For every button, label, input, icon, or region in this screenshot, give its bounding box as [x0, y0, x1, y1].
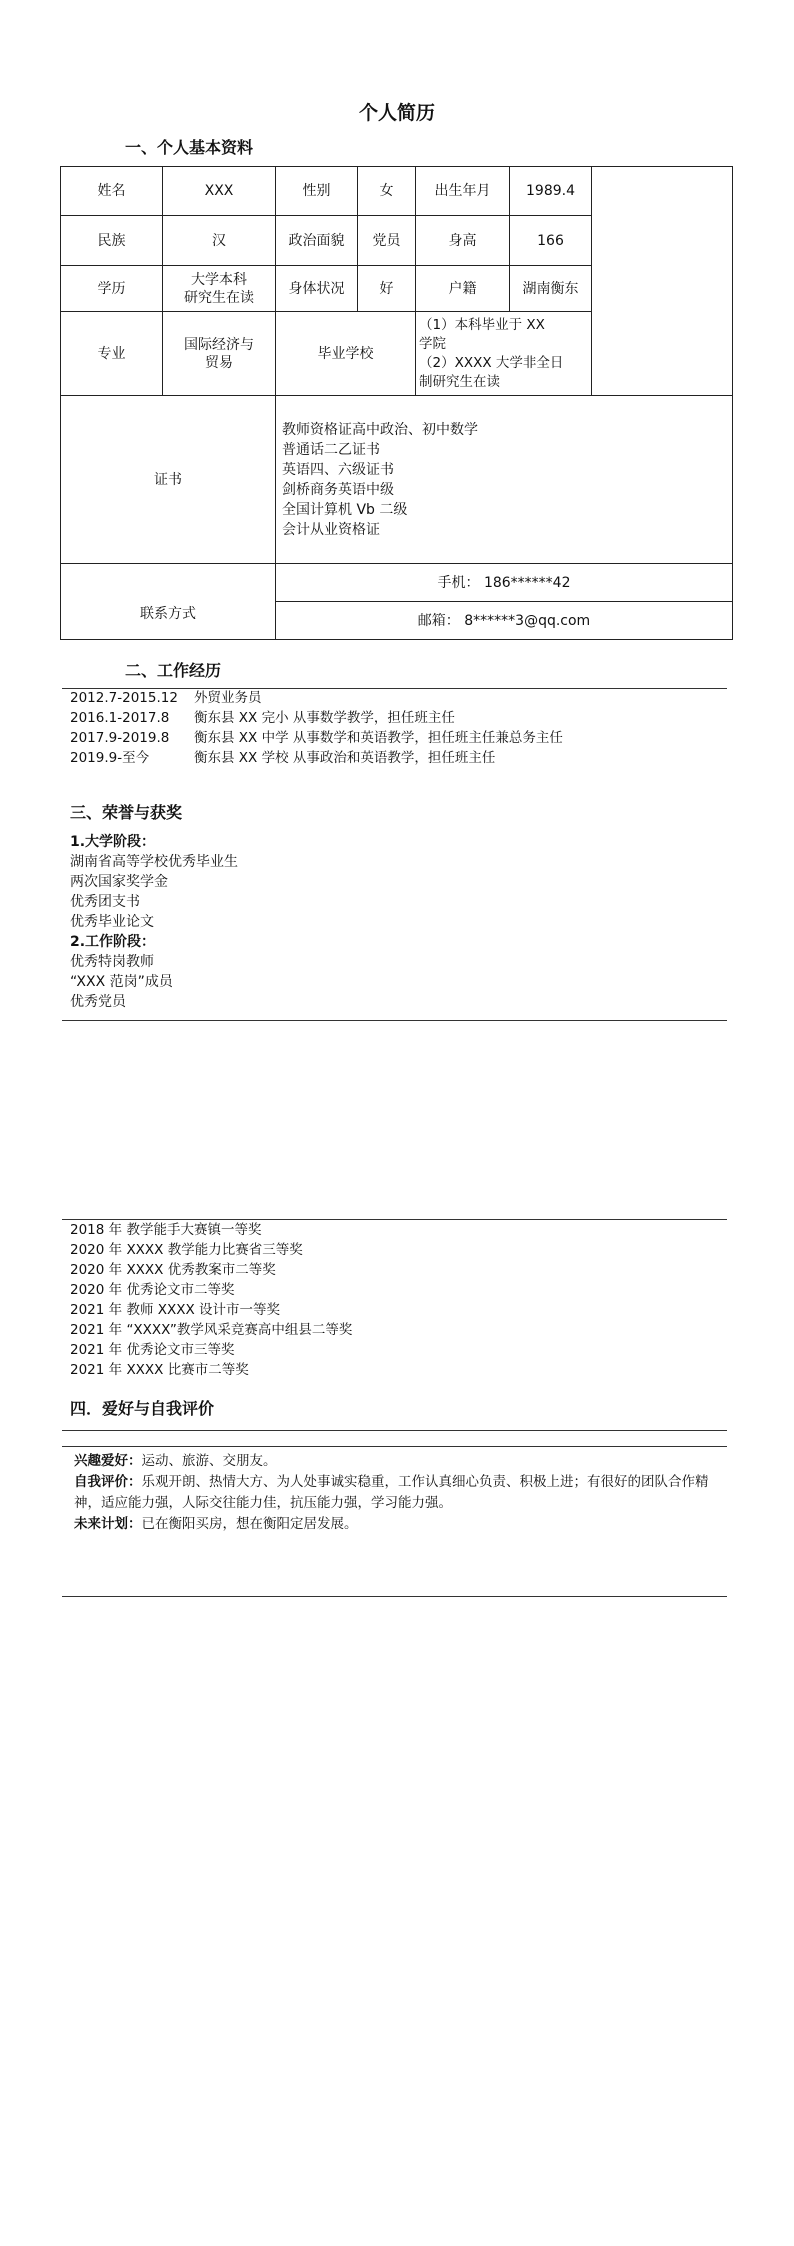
contact-label: 联系方式 [61, 564, 276, 640]
work-item [70, 728, 563, 748]
cert-item: 教师资格证高中政治、初中数学 [282, 421, 478, 438]
honor-item: 优秀团支书 [70, 894, 140, 910]
ethnic-value: 汉 [163, 216, 276, 266]
political-label: 政治面貌 [276, 216, 358, 266]
phone-value: 186******42 [483, 574, 571, 591]
interest-line [74, 1451, 722, 1472]
school-line: （1）本科毕业于 XX [419, 316, 545, 333]
work-item [70, 748, 563, 768]
basic-info-table [60, 166, 733, 640]
hukou-value: 湖南衡东 [510, 266, 592, 312]
work-date: 2017.9-2019.8 [70, 730, 170, 746]
work-list [70, 688, 563, 768]
school-line: 制研究生在读 [419, 373, 500, 390]
stage-heading: 2.工作阶段： [70, 934, 156, 950]
email-row [276, 602, 733, 640]
section-work-heading: 二、工作经历 [125, 661, 222, 680]
school-value [416, 312, 592, 396]
edu-line-1: 大学本科 [191, 271, 247, 288]
honor-item: 两次国家奖学金 [70, 874, 168, 890]
award-item: 2020 年 XXXX 优秀教案市二等奖 [70, 1262, 276, 1278]
edu-value [163, 266, 276, 312]
section-honors-heading: 三、荣誉与获奖 [70, 803, 183, 822]
honors-list [70, 832, 238, 1012]
gender-label: 性别 [276, 167, 358, 216]
phone-label: 手机： [437, 574, 480, 591]
plan-label: 未来计划： [74, 1516, 142, 1532]
height-value: 166 [510, 216, 592, 266]
birth-value: 1989.4 [510, 167, 592, 216]
cert-list [276, 396, 733, 564]
email-value: 8******3@qq.com [464, 612, 591, 629]
award-item: 2021 年 优秀论文市三等奖 [70, 1342, 235, 1358]
cert-item: 剑桥商务英语中级 [282, 481, 394, 498]
ethnic-label: 民族 [61, 216, 163, 266]
stage-heading: 1.大学阶段： [70, 834, 156, 850]
section-basic-heading: 一、个人基本资料 [125, 138, 254, 157]
school-label: 毕业学校 [276, 312, 416, 396]
work-desc: 衡东县 XX 中学 从事数学和英语教学，担任班主任兼总务主任 [194, 730, 563, 746]
section-hobby-heading: 四．爱好与自我评价 [70, 1399, 215, 1418]
health-value: 好 [358, 266, 416, 312]
major-line-1: 国际经济与 [184, 336, 254, 353]
work-date: 2019.9-至今 [70, 750, 150, 766]
honor-item: 湖南省高等学校优秀毕业生 [70, 854, 238, 870]
cert-item: 会计从业资格证 [282, 521, 380, 538]
hobby-content [74, 1451, 722, 1535]
plan-text: 已在衡阳买房，想在衡阳定居发展。 [141, 1516, 358, 1532]
work-desc: 衡东县 XX 完小 从事数学教学，担任班主任 [194, 710, 455, 726]
hobby-divider [62, 1430, 727, 1431]
honors-divider [62, 1020, 727, 1021]
phone-row [276, 564, 733, 602]
edu-line-2: 研究生在读 [184, 289, 254, 306]
bottom-divider [62, 1596, 727, 1597]
interest-label: 兴趣爱好： [74, 1453, 142, 1469]
hobby-divider-2 [62, 1446, 727, 1447]
awards-list [70, 1220, 352, 1380]
plan-line [74, 1514, 722, 1535]
self-eval-label: 自我评价： [74, 1474, 142, 1490]
email-label: 邮箱： [417, 612, 460, 629]
work-desc: 外贸业务员 [194, 690, 262, 706]
award-item: 2020 年 优秀论文市二等奖 [70, 1282, 235, 1298]
cert-item: 普通话二乙证书 [282, 441, 380, 458]
work-item [70, 708, 563, 728]
honor-item: 优秀特岗教师 [70, 954, 154, 970]
work-desc: 衡东县 XX 学校 从事政治和英语教学，担任班主任 [194, 750, 496, 766]
honor-item: “XXX 范岗”成员 [70, 974, 173, 990]
award-item: 2021 年 教师 XXXX 设计市一等奖 [70, 1302, 281, 1318]
award-item: 2021 年 XXXX 比赛市二等奖 [70, 1362, 249, 1378]
name-label: 姓名 [61, 167, 163, 216]
edu-label: 学历 [61, 266, 163, 312]
cert-item: 全国计算机 Vb 二级 [282, 501, 408, 518]
name-value: XXX [163, 167, 276, 216]
major-line-2: 贸易 [205, 354, 233, 371]
honor-item: 优秀毕业论文 [70, 914, 154, 930]
interest-text: 运动、旅游、交朋友。 [141, 1453, 277, 1469]
health-label: 身体状况 [276, 266, 358, 312]
work-date: 2016.1-2017.8 [70, 710, 170, 726]
birth-label: 出生年月 [416, 167, 510, 216]
award-item: 2018 年 教学能手大赛镇一等奖 [70, 1222, 262, 1238]
political-value: 党员 [358, 216, 416, 266]
work-date: 2012.7-2015.12 [70, 690, 178, 706]
page-title: 个人简历 [358, 102, 435, 124]
award-item: 2020 年 XXXX 教学能力比赛省三等奖 [70, 1242, 303, 1258]
height-label: 身高 [416, 216, 510, 266]
gender-value: 女 [358, 167, 416, 216]
school-line: （2）XXXX 大学非全日 [419, 354, 564, 371]
self-eval-line [74, 1472, 722, 1514]
school-line: 学院 [419, 335, 446, 352]
cert-label: 证书 [61, 396, 276, 564]
honor-item: 优秀党员 [70, 994, 126, 1010]
award-item: 2021 年 “XXXX”教学风采竞赛高中组县二等奖 [70, 1322, 353, 1338]
major-label: 专业 [61, 312, 163, 396]
work-item [70, 688, 563, 708]
major-value [163, 312, 276, 396]
cert-item: 英语四、六级证书 [282, 461, 394, 478]
hukou-label: 户籍 [416, 266, 510, 312]
self-eval-text: 乐观开朗、热情大方、为人处事诚实稳重，工作认真细心负责、积极上进；有很好的团队合作精神，适应能力强，人际交往能力佳，抗压能力强，学习能力强。 [74, 1474, 709, 1511]
photo-cell [592, 167, 733, 396]
